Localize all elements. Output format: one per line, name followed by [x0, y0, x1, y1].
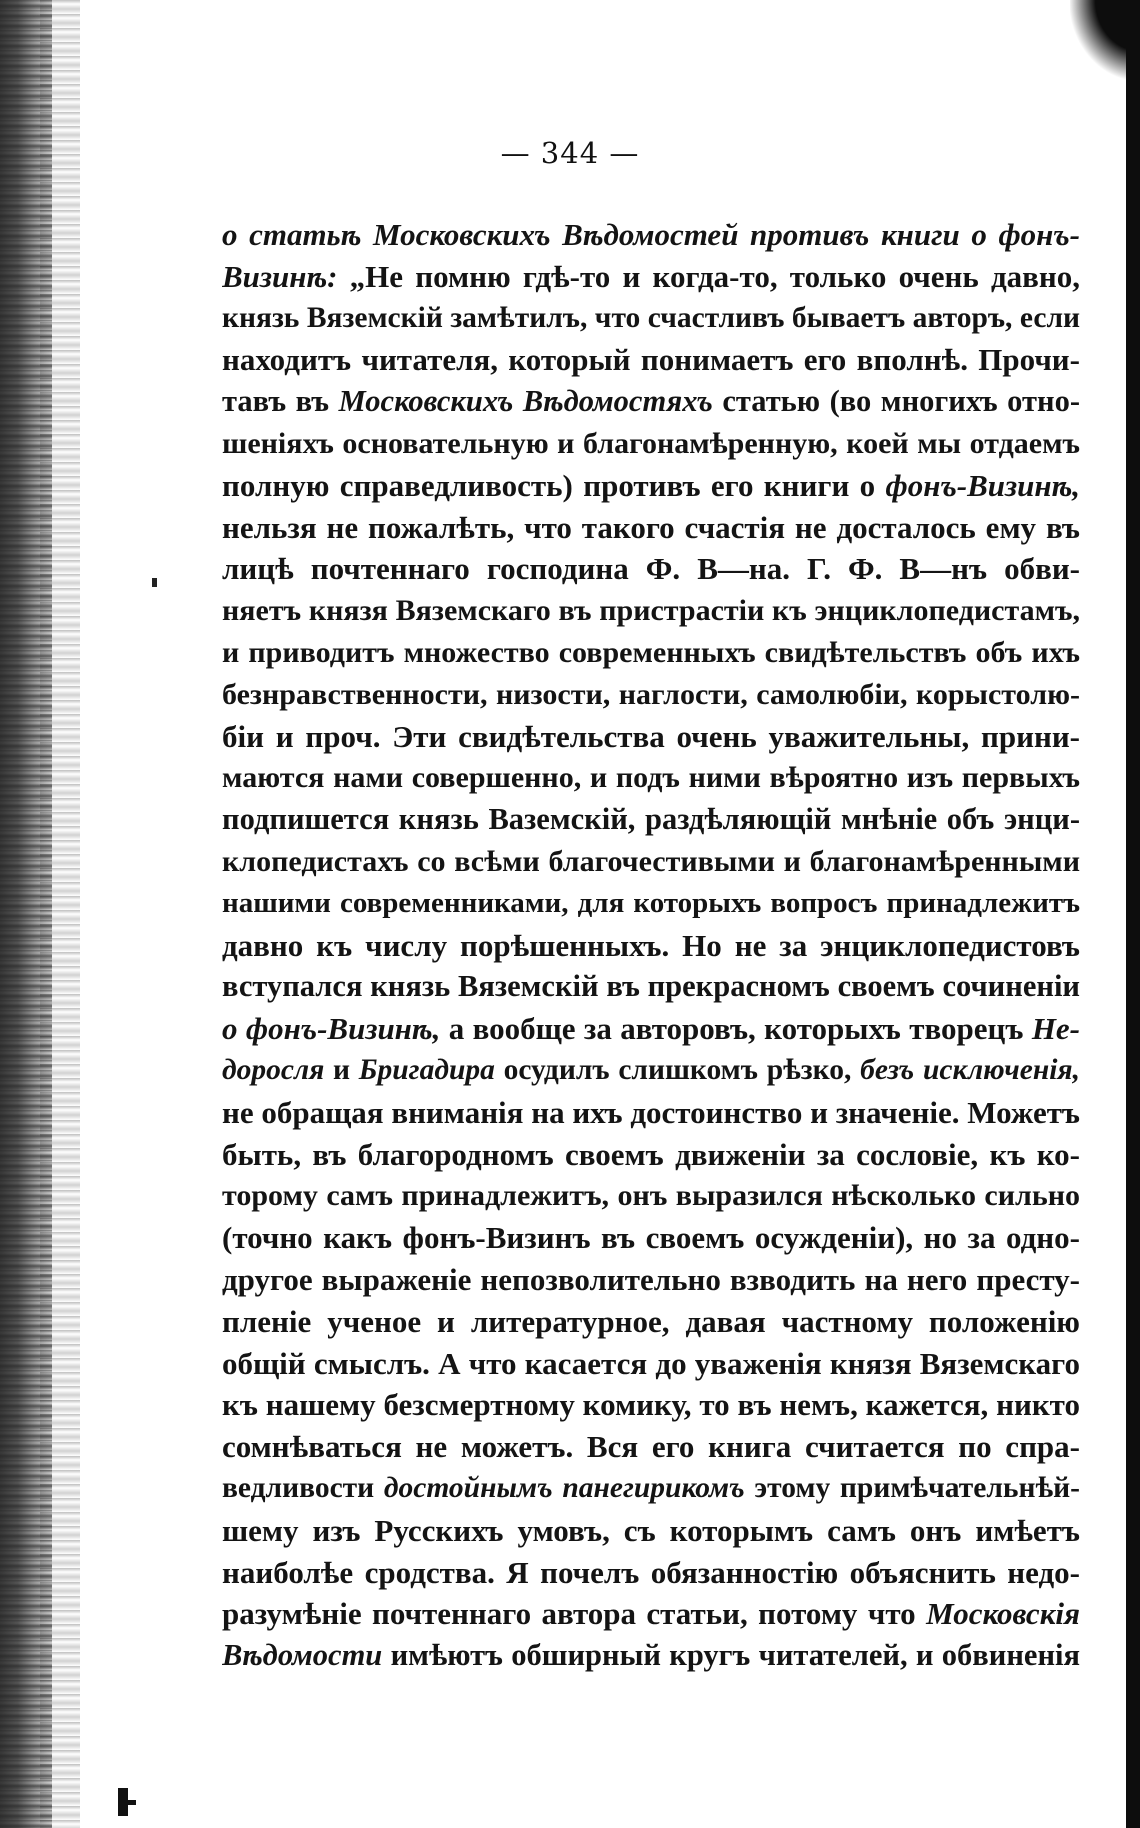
text-segment: быть, въ благородномъ своемъ движеніи за сословіе, къ ко- — [222, 1136, 1080, 1172]
text-segment: „Не помню гдѣ-то и когда-то, только очень давно, — [349, 258, 1080, 294]
text-segment: нашими современниками, для которыхъ вопросъ принадлежитъ — [222, 886, 1080, 919]
text-line — [222, 1510, 1080, 1552]
text-segment: давно къ числу порѣшенныхъ. Но не за энциклопедистовъ — [222, 927, 1080, 963]
text-line — [222, 1426, 1080, 1468]
text-segment: нельзя не пожалѣть, что такого счастія не досталось ему въ — [222, 509, 1080, 545]
text-segment: статью (во многихъ отно- — [712, 384, 1080, 419]
text-line — [222, 214, 1080, 256]
text-segment: шеніяхъ основательную и благонамѣренную, коей мы отдаемъ — [222, 426, 1080, 460]
text-segment: а вообще за авторовъ, которыхъ творецъ — [440, 1011, 1032, 1047]
text-segment: наиболѣе сродства. Я почелъ обязанностію объяснить недо- — [222, 1554, 1080, 1590]
text-line — [222, 1259, 1080, 1301]
text-line — [222, 1217, 1080, 1259]
text-line — [222, 548, 1080, 590]
text-segment: къ нашему безсмертному комику, то въ немъ, кажется, никто — [222, 1387, 1080, 1423]
scan-shadow-right — [1126, 0, 1140, 1828]
text-line — [222, 1468, 1080, 1510]
italic-segment: Визинѣ: — [222, 258, 350, 294]
text-line — [222, 966, 1080, 1008]
text-line — [222, 1134, 1080, 1176]
text-line — [222, 1008, 1080, 1050]
text-segment: имѣютъ обширный кругъ читателей, и обвиненія — [382, 1638, 1080, 1673]
text-line — [222, 1384, 1080, 1426]
body-text — [222, 214, 1080, 1677]
text-segment: няетъ князя Вяземскаго въ пристрастіи къ энциклопедистамъ, — [222, 594, 1080, 628]
scan-corner-right — [1070, 0, 1140, 80]
text-line — [222, 381, 1080, 423]
text-segment: полную справедливость) противъ его книги о — [222, 467, 886, 503]
scan-noise-left — [40, 0, 80, 1828]
italic-segment: Бригадира — [358, 1053, 495, 1086]
text-segment: вступался князь Вяземскій въ прекрасномъ своемъ сочиненіи — [222, 969, 1080, 1004]
text-line — [222, 841, 1080, 883]
text-line — [222, 632, 1080, 674]
text-line — [222, 256, 1080, 298]
text-segment: сомнѣваться не можетъ. Вся его книга считается по спра- — [222, 1429, 1080, 1465]
text-line — [222, 1343, 1080, 1385]
text-line — [222, 507, 1080, 549]
text-line — [222, 1552, 1080, 1594]
text-segment: маются нами совершенно, и подъ ними вѣроятно изъ первыхъ — [222, 761, 1080, 795]
italic-segment: о статьѣ Московскихъ Вѣдомостей противъ книги о фонъ- — [222, 217, 1080, 252]
text-segment: торому самъ принадлежитъ, онъ выразился нѣсколько сильно — [222, 1179, 1080, 1213]
text-line — [222, 1301, 1080, 1343]
scan-speck — [152, 578, 157, 587]
text-segment: этому примѣчательнѣй- — [744, 1471, 1080, 1504]
text-line — [222, 799, 1080, 841]
text-line — [222, 674, 1080, 716]
text-segment: тавъ въ — [222, 384, 339, 419]
text-segment: безнравственности, низости, наглости, самолюбіи, корыстолю- — [222, 677, 1080, 711]
text-line — [222, 1635, 1080, 1677]
text-line — [222, 298, 1080, 340]
italic-segment: Московскія — [926, 1596, 1080, 1632]
text-segment: подпишется князь Ваземскій, раздѣляющій мнѣніе объ энци- — [222, 802, 1080, 837]
text-line — [222, 465, 1080, 507]
italic-segment: Вѣдомости — [222, 1638, 383, 1673]
text-segment: (точно какъ фонъ-Визинъ въ своемъ осужденіи), но за одно- — [222, 1220, 1080, 1256]
scan-mark-bottom-tick — [124, 1800, 136, 1805]
text-segment: ведливости — [222, 1471, 384, 1504]
text-segment: находитъ читателя, который понимаетъ его вполнѣ. Прочи- — [222, 342, 1080, 378]
text-segment: клопедистахъ со всѣми благочестивыми и благонамѣренными — [222, 844, 1080, 878]
italic-segment: фонъ-Визинѣ, — [885, 467, 1080, 503]
text-line — [222, 757, 1080, 799]
italic-segment: Не- — [1031, 1011, 1080, 1047]
page-number: — 344 — — [500, 136, 640, 170]
italic-segment: доросля — [222, 1053, 325, 1086]
text-segment: общій смыслъ. А что касается до уваженія князя Вяземскаго — [222, 1345, 1080, 1381]
text-line — [222, 1175, 1080, 1217]
text-line — [222, 1092, 1080, 1134]
italic-segment: Московскихъ Вѣдомостяхъ — [338, 384, 713, 419]
text-segment: другое выраженіе непозволительно взводить на него престу- — [222, 1261, 1080, 1297]
text-segment: не обращая вниманія на ихъ достоинство и значеніе. Можетъ — [222, 1094, 1080, 1130]
text-line — [222, 1050, 1080, 1092]
italic-segment: безъ исключенія, — [860, 1053, 1080, 1086]
text-segment: лицѣ почтеннаго господина Ф. В—на. Г. Ф. В—нъ обви- — [222, 551, 1080, 587]
text-segment: и — [324, 1053, 359, 1086]
text-line — [222, 1593, 1080, 1635]
text-line — [222, 590, 1080, 632]
text-segment: пленіе ученое и литературное, давая частному положенію — [222, 1303, 1080, 1339]
italic-segment: достойнымъ панегирикомъ — [383, 1471, 745, 1504]
text-line — [222, 883, 1080, 925]
text-segment: и приводитъ множество современныхъ свидѣтельствъ объ ихъ — [222, 635, 1080, 669]
text-line — [222, 339, 1080, 381]
text-line — [222, 423, 1080, 465]
text-segment: шему изъ Русскихъ умовъ, съ которымъ самъ онъ имѣетъ — [222, 1512, 1080, 1548]
italic-segment: о фонъ-Визинѣ, — [222, 1011, 441, 1047]
text-segment: князь Вяземскій замѣтилъ, что счастливъ бываетъ авторъ, если — [222, 301, 1080, 334]
text-segment: осудилъ слишкомъ рѣзко, — [494, 1053, 861, 1086]
text-segment: біи и проч. Эти свидѣтельства очень уважительны, прини- — [222, 718, 1080, 754]
text-segment: разумѣніе почтеннаго автора статьи, потому что — [222, 1596, 927, 1632]
text-line — [222, 925, 1080, 967]
text-line — [222, 716, 1080, 758]
